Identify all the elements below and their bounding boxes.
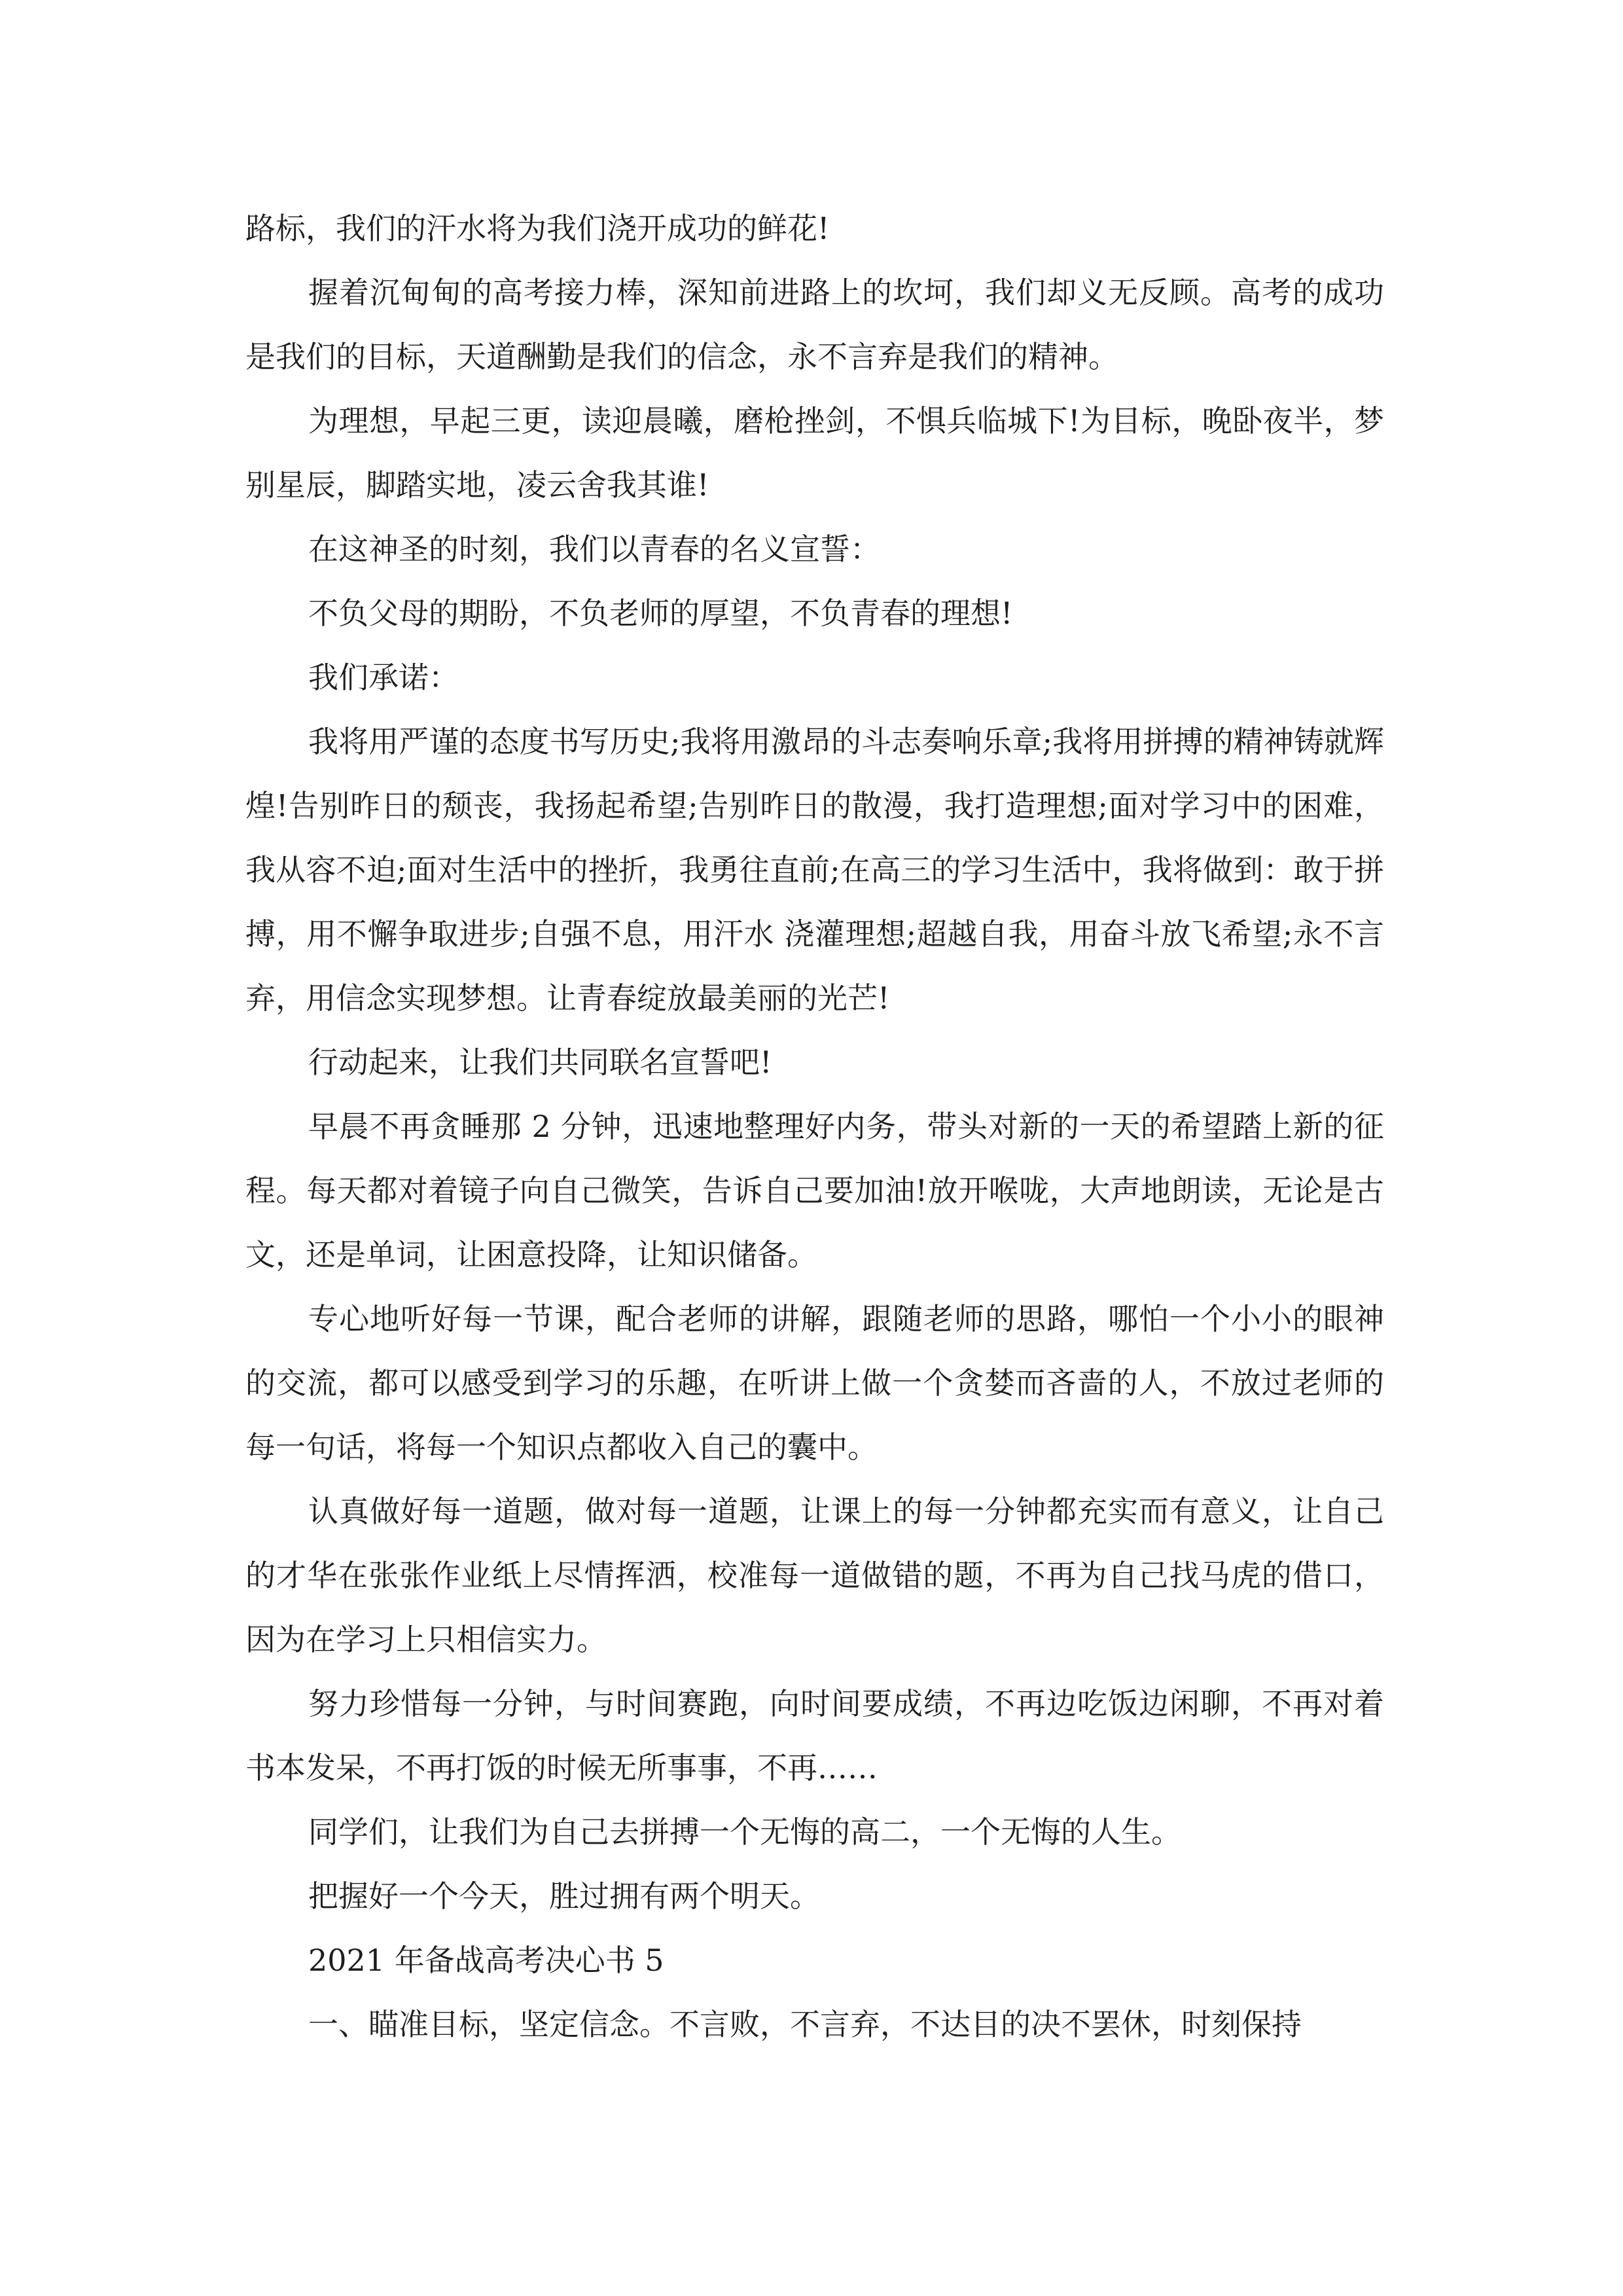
paragraph-exercises: 认真做好每一道题，做对每一道题，让课上的每一分钟都充实而有意义，让自己的才华在张张作业纸上尽情挥洒，校准每一道做错的题，不再为自己找马虎的借口，因为在学习上只相信实力。 [245,1494,1384,1657]
paragraph-promise: 我将用严谨的态度书写历史;我将用激昂的斗志奏响乐章;我将用拼搏的精神铸就辉煌!告别昨日的颓丧，我扬起希望;告别昨日的散漫，我打造理想;面对学习中的困难，我从容不迫;面对生活中的挫折，我勇往直前;在高三的学习生活中，我将做到：敢于拼搏，用不懈争取进步;自强不息，用汗水 浇灌理想;超越自我，用奋斗放飞希望;永不言弃，用信念实现梦想。让青春绽放最美丽的光芒! [245,724,1384,1016]
paragraph-ideal: 为理想，早起三更，读迎晨曦，磨枪挫剑，不惧兵临城下!为目标，晚卧夜半，梦别星辰，脚踏实地，凌云舍我其谁! [245,403,1384,503]
paragraph-class: 专心地听好每一节课，配合老师的讲解，跟随老师的思路，哪怕一个小小的眼神的交流，都可以感受到学习的乐趣，在听讲上做一个贪婪而吝啬的人，不放过老师的每一句话，将每一个知识点都收入自己的囊中。 [245,1301,1384,1465]
paragraph-classmates: 同学们，让我们为自己去拼搏一个无悔的高二，一个无悔的人生。 [308,1814,1181,1850]
section-heading: 2021 年备战高考决心书 5 [308,1943,664,1978]
paragraph-oath: 不负父母的期盼，不负老师的厚望，不负青春的理想! [308,596,1013,631]
paragraph-time: 努力珍惜每一分钟，与时间赛跑，向时间要成绩，不再边吃饭边闲聊，不再对着书本发呆，不再打饭的时候无所事事，不再…… [245,1686,1384,1785]
paragraph-promise-intro: 我们承诺： [308,660,459,695]
paragraph-oath-intro: 在这神圣的时刻，我们以青春的名义宣誓： [308,531,880,567]
paragraph-action: 行动起来，让我们共同联名宣誓吧! [308,1045,772,1080]
document-page [245,196,1384,2056]
paragraph-gaokao-relay: 握着沉甸甸的高考接力棒，深知前进路上的坎坷，我们却义无反顾。高考的成功是我们的目标，天道酬勤是我们的信念，永不言弃是我们的精神。 [245,275,1384,374]
paragraph-today: 把握好一个今天，胜过拥有两个明天。 [308,1878,820,1914]
paragraph-continuation: 路标，我们的汗水将为我们浇开成功的鲜花! [245,211,830,246]
paragraph-morning: 早晨不再贪睡那 2 分钟，迅速地整理好内务，带头对新的一天的希望踏上新的征程。每天都对着镜子向自己微笑，告诉自己要加油!放开喉咙，大声地朗读，无论是古文，还是单词，让困意投降，让知识储备。 [245,1109,1384,1272]
paragraph-section-one: 一、瞄准目标，坚定信念。不言败，不言弃，不达目的决不罢休，时刻保持 [308,2007,1302,2042]
